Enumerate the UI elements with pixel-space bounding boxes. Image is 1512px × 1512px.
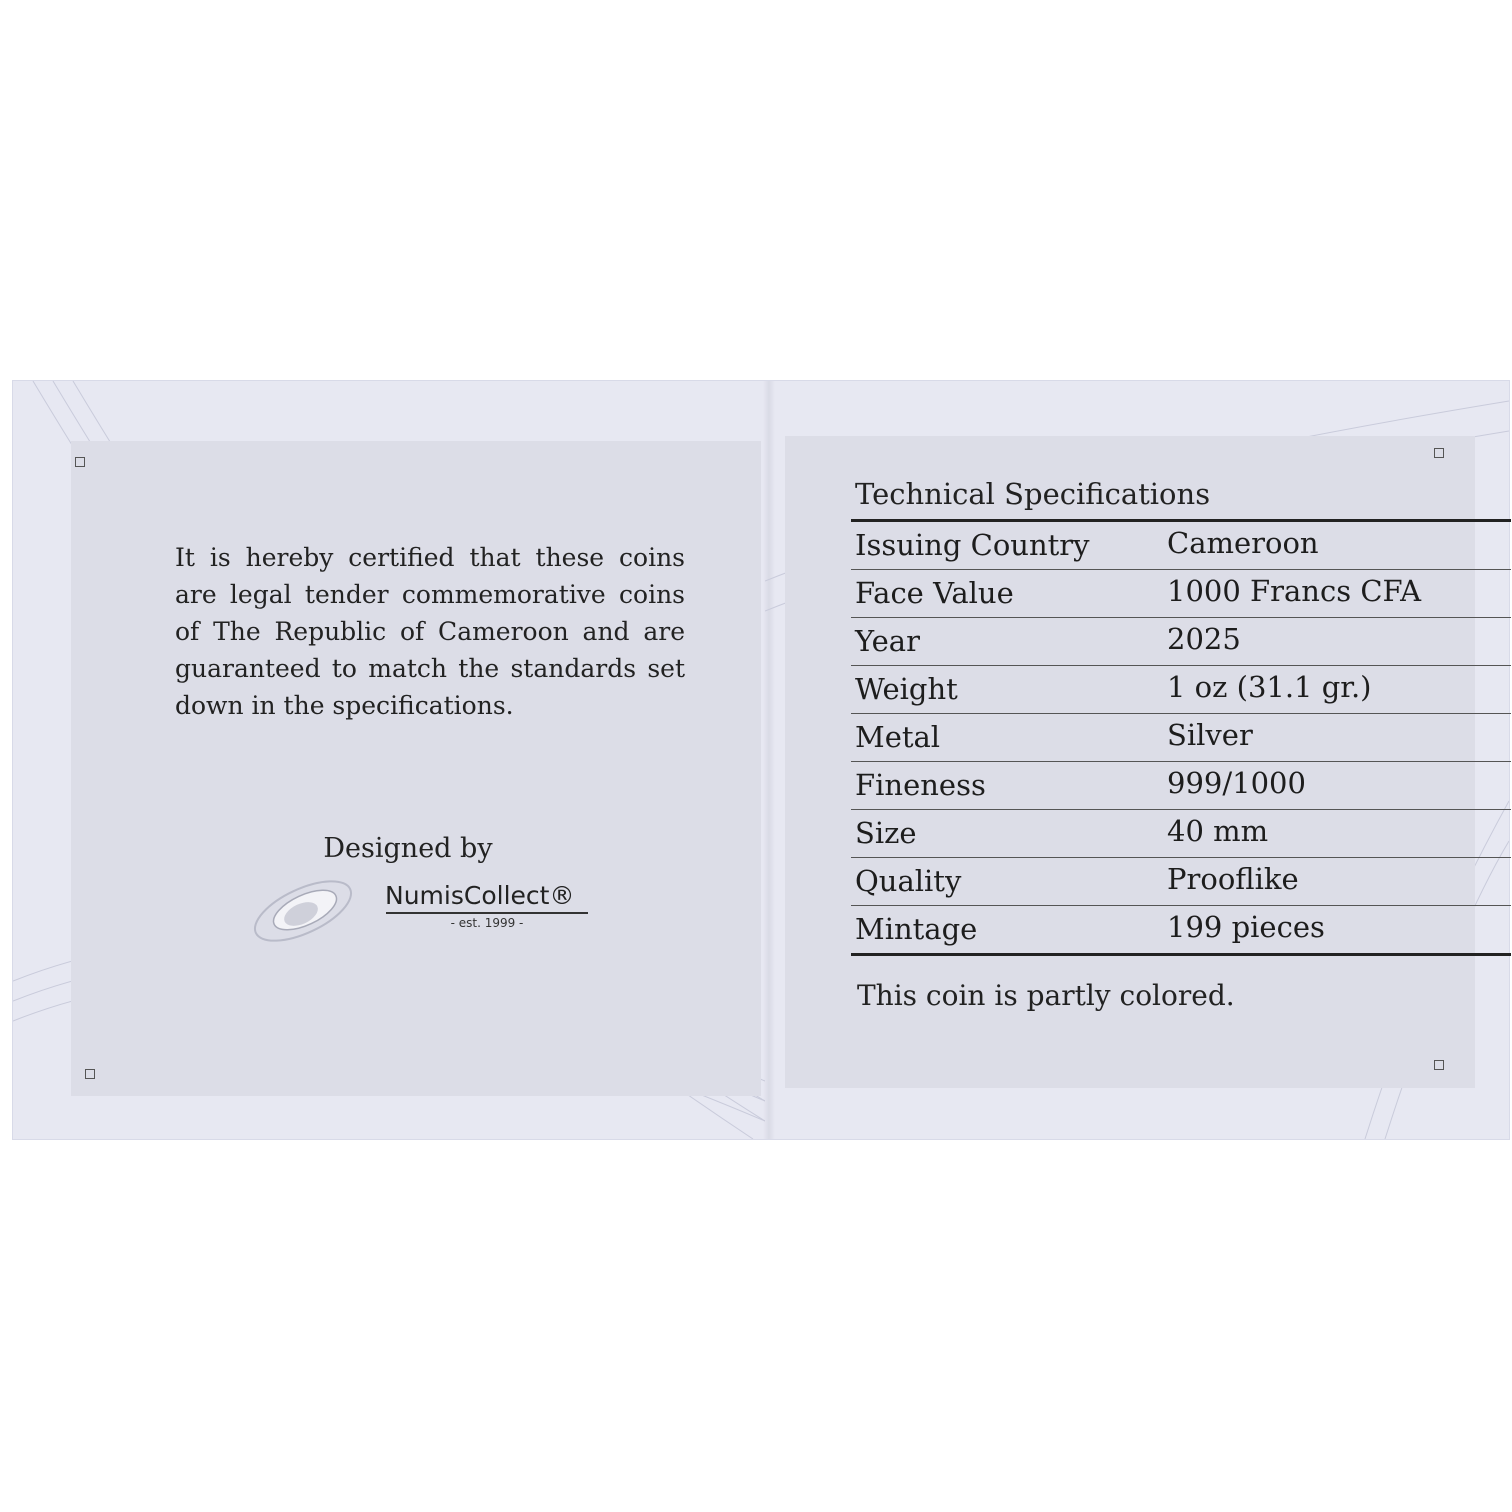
table-row xyxy=(851,617,1511,665)
spec-label: Weight xyxy=(855,672,958,706)
certificate-left-page xyxy=(13,381,765,1139)
spec-label: Mintage xyxy=(855,912,978,946)
specifications-table xyxy=(851,519,1511,956)
spec-label: Quality xyxy=(855,864,962,898)
spec-value: 1000 Francs CFA xyxy=(1167,574,1422,608)
table-row xyxy=(851,857,1511,905)
spec-value: Silver xyxy=(1167,718,1253,752)
spec-label: Fineness xyxy=(855,768,986,802)
spec-label: Metal xyxy=(855,720,941,754)
table-row xyxy=(851,569,1511,617)
spec-value: Cameroon xyxy=(1167,526,1319,560)
certificate-right-page xyxy=(765,381,1509,1139)
spec-value: 999/1000 xyxy=(1167,766,1306,800)
coloring-note: This coin is partly colored. xyxy=(857,979,1235,1012)
spec-value: Prooflike xyxy=(1167,862,1299,896)
spec-label: Issuing Country xyxy=(855,528,1090,562)
brand-tagline: - est. 1999 - xyxy=(450,916,524,930)
certificate-card xyxy=(12,380,1510,1140)
spec-value: 199 pieces xyxy=(1167,910,1325,944)
spec-label: Face Value xyxy=(855,576,1014,610)
table-row xyxy=(851,905,1511,956)
corner-mark-icon xyxy=(1434,448,1444,458)
table-row xyxy=(851,713,1511,761)
spec-value: 1 oz (31.1 gr.) xyxy=(1167,670,1372,704)
corner-mark-icon xyxy=(85,1069,95,1079)
brand-name: NumisCollect® xyxy=(385,881,575,910)
table-row xyxy=(851,519,1511,569)
table-row xyxy=(851,665,1511,713)
numiscollect-logo-icon xyxy=(243,866,363,956)
table-row xyxy=(851,809,1511,857)
designed-by-label: Designed by xyxy=(323,833,493,864)
specifications-title: Technical Specifications xyxy=(855,477,1211,511)
spec-label: Size xyxy=(855,816,917,850)
spec-label: Year xyxy=(855,624,920,658)
table-row xyxy=(851,761,1511,809)
corner-mark-icon xyxy=(1434,1060,1444,1070)
spec-value: 40 mm xyxy=(1167,814,1269,848)
corner-mark-icon xyxy=(75,457,85,467)
spec-value: 2025 xyxy=(1167,622,1241,656)
brand-divider xyxy=(386,912,588,914)
certification-statement: It is hereby certified that these coins are legal tender commemorative coins of The Republic of Cameroon and are guaranteed to match the standards set down in the specifications. xyxy=(175,543,685,720)
